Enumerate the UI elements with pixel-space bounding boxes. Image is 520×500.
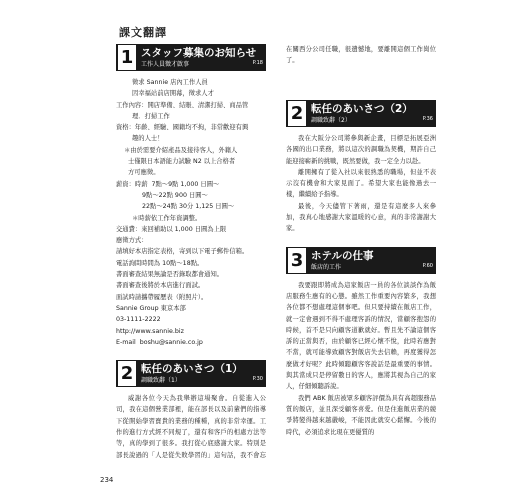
text-line: 應徵方式： (116, 237, 148, 245)
text-line: 22點～24點 30分 1,125 日圓～ (116, 203, 235, 211)
text-line: ＊時薪依工作年資調整。 (116, 214, 202, 222)
section-3-header (286, 247, 436, 274)
right-column (286, 44, 436, 438)
section-2-header (116, 360, 266, 387)
section-1-subtitle: 工作人員徵才啟事 (141, 61, 190, 68)
text-line: 9點～22點 900 日圓～ (116, 191, 208, 199)
text-line: 方可應徵。 (116, 169, 160, 177)
section-2b-header (286, 100, 436, 127)
text-line: 請填好本店指定表格，寄到以下電子郵件信箱。 (116, 248, 249, 256)
text-line: 徵求 Sannie 店內工作人員 (116, 79, 208, 86)
section-1-number: 1 (118, 45, 136, 70)
left-column (116, 44, 266, 461)
section-1-body (116, 77, 266, 348)
section-3-number: 3 (288, 248, 306, 273)
section-1-title: スタッフ募集のお知らせ (141, 47, 257, 59)
text-line: Sannie Group 東京本部 (116, 304, 186, 312)
section-3-page-ref: P.60 (422, 262, 433, 269)
text-line: 薪資：時薪 7點～9點 1,000 日圓～ (116, 180, 220, 188)
section-2-continued (286, 44, 436, 88)
text-line: 電話詢問時間為 10點～18點。 (116, 259, 204, 267)
section-3-title: ホテルの仕事 (311, 249, 374, 262)
text-line: 理．打掃工作 (116, 112, 170, 120)
text-line: 資格：年齡、經驗、國籍均不拘，非常歡迎有興 (116, 124, 249, 132)
text-line: ＊由於需要介紹產品及接待客人，外籍人 (116, 146, 238, 154)
text-line: 書面審查結果無論是否錄取都會通知。 (116, 271, 224, 279)
text-line: 因幸福站前店開幕，徵求人才 (116, 90, 214, 98)
section-2-subtitle: 調職致辭（1） (141, 377, 181, 385)
section-2-paragraph-continued: 在關西分公司任職，很遺憾地，要離開這個工作崗位了。 (286, 46, 436, 65)
section-2-paragraph: 威謝各位今天為我舉辦這場聚會。自從進入公司，我在這個營業部裡，能在部長以及前輩們的指導下從開始學習寶貴的業務的種種，真的非常幸運。工作的進行方式經不同規了，還有和客戶的相處方法等等，真的學到了很多。我打從心底感謝大家。特別是部長說過的「人是從失敗學習的」這句話，我不會忘 (116, 395, 266, 459)
section-3-paragraph: 我們 ABK 飯店被眾多顧客評價為具有高超服務品質的飯店，並且深受顧客喜愛。但是住進飯店業的競爭將變得越來越嚴峻，不能因此就安心鬆懈。今後的時代，必須追求比現在更優質的 (286, 394, 436, 436)
page-number: 234 (100, 476, 114, 484)
section-2b-title: 転任のあいさつ（2） (311, 103, 413, 115)
text-line: 交通費：來回補助以 1,000 日圓為上限 (116, 225, 227, 233)
text-line: 03-1111-2222 (116, 316, 161, 324)
text-line: 士僅限日本語能力試驗 N2 以上合格者 (116, 158, 236, 166)
page-title: 課文翻譯 (119, 26, 167, 39)
section-2-number: 2 (118, 361, 136, 386)
text-line: 書面審查後將於本店進行面試。 (116, 282, 205, 290)
section-2b-paragraph: 最後，今天儘管下著雨，還是有這麼多人來參加，我真心地感謝大家溫暖的心意，真的非常謝謝大家。 (286, 202, 436, 233)
text-line: 工作內容：開店準備、結賬、清潔打掃、商品管 (116, 101, 249, 109)
section-1-page-ref: P.18 (252, 60, 263, 66)
text-line: E-mail boshu@sannie.co.jp (116, 338, 203, 346)
section-2b-page-ref: P.36 (422, 116, 433, 122)
text-line: 面試時請攜帶履歷表（附照片）。 (116, 293, 208, 301)
section-2-page-ref: P.30 (252, 376, 263, 383)
text-line: http://www.sannie.biz (116, 327, 184, 335)
section-1-header (116, 44, 266, 71)
section-2-title: 転任のあいさつ（1） (141, 363, 243, 376)
section-2b-paragraph: 離開擁有了從入社以來很熟悉的職場，但並不表示沒有機會和大家見面了。希望大家也能像過去一樣，繼續給予指導。 (286, 168, 436, 199)
text-line: 趣的人士！ (116, 135, 164, 143)
section-3-paragraph: 我要跟即將成為這家飯店一員的各位談談作為飯店服務生應有的心態。雖然工作重要內容繁多，我想各位都不想處理這個事吧。但只要持續在飯店工作，就一定會遇到不得不處理客訴的情況，當顧客抱怨的時候，首不是只向顧客道歉就好。暫且先不論這個客訴的正當與否，由於顧客已經心懷不悅，此時若應對不當，就可能導致顧客對飯店失去信賴，再度獲得怎麼做才好呢？此時傾聽顧客客說話是最重要的事情。與其當成只是停留數日的客人，應將其視為自己的家人，仔細傾聽訴說。 (286, 281, 436, 391)
section-3-subtitle: 飯店的工作 (311, 263, 342, 271)
section-2b-subtitle: 調職致辭（2） (311, 117, 351, 124)
section-2b-number: 2 (288, 101, 306, 126)
section-2b-paragraph: 我在大阪分公司將參與新企畫，目標是拓展亞洲各國的出口業務，將以這次的調職為契機，期許自己能迎接嶄新的挑戰，既然要做，我一定全力以赴。 (286, 135, 436, 165)
